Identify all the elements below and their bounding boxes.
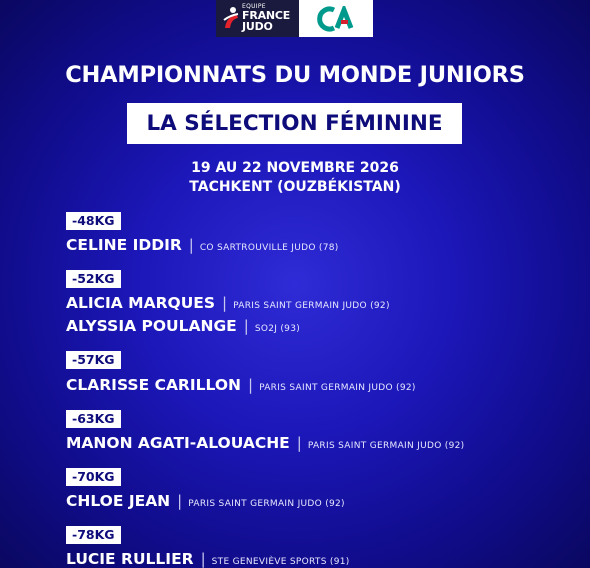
page-title: CHAMPIONNATS DU MONDE JUNIORS	[65, 62, 525, 88]
credit-agricole-icon	[317, 6, 355, 32]
athlete-club: PARIS SAINT GERMAIN JUDO (92)	[233, 301, 390, 311]
equipe-france-judo-logo	[216, 0, 299, 37]
selection-subtitle: LA SÉLECTION FÉMININE	[127, 103, 462, 144]
athlete-row	[66, 492, 345, 510]
ffj-logo-line1: EQUIPE	[242, 3, 266, 10]
separator: |	[177, 492, 183, 510]
athlete-club: STE GENEVIÈVE SPORTS (91)	[211, 557, 350, 567]
athlete-club: PARIS SAINT GERMAIN JUDO (92)	[259, 383, 416, 393]
credit-agricole-logo	[299, 0, 373, 37]
athlete-club: PARIS SAINT GERMAIN JUDO (92)	[307, 441, 465, 451]
athlete-name: ALICIA MARQUES	[66, 294, 216, 312]
weight-category-48kg: -48KG	[66, 212, 121, 230]
athlete-name: LUCIE RULLIER	[66, 550, 194, 568]
separator: |	[296, 434, 302, 452]
separator: |	[243, 317, 249, 335]
event-dates: 19 AU 22 NOVEMBRE 2026	[191, 160, 399, 176]
separator: |	[200, 550, 206, 568]
separator: |	[188, 236, 194, 254]
athlete-row	[66, 550, 350, 568]
ffj-logo-line2: FRANCE	[242, 9, 291, 22]
athlete-club: SO2J (93)	[254, 324, 301, 334]
athlete-row	[66, 294, 390, 312]
weight-category-63kg: -63KG	[66, 410, 121, 428]
weight-category-57kg: -57KG	[66, 351, 121, 369]
weight-category-70kg: -70KG	[66, 468, 121, 486]
athlete-row	[66, 317, 300, 335]
ffj-logo-line3: JUDO	[242, 20, 273, 33]
separator: |	[222, 294, 228, 312]
weight-category-78kg: -78KG	[66, 526, 121, 544]
separator: |	[248, 376, 254, 394]
logo-bar	[216, 0, 373, 37]
athlete-name: CLARISSE CARILLON	[66, 376, 241, 394]
event-location: TACHKENT (OUZBÉKISTAN)	[189, 179, 401, 195]
judoka-icon	[222, 6, 240, 30]
athlete-name: CELINE IDDIR	[66, 236, 182, 254]
athlete-row	[66, 236, 339, 254]
athlete-name: ALYSSIA POULANGE	[66, 317, 237, 335]
weight-category-52kg: -52KG	[66, 270, 121, 288]
athlete-club: PARIS SAINT GERMAIN JUDO (92)	[188, 499, 345, 509]
athlete-row	[66, 376, 416, 394]
athlete-name: CHLOE JEAN	[66, 492, 171, 510]
athlete-club: CO SARTROUVILLE JUDO (78)	[199, 243, 339, 253]
athlete-row	[66, 434, 464, 452]
athlete-name: MANON AGATI-ALOUACHE	[66, 434, 290, 452]
